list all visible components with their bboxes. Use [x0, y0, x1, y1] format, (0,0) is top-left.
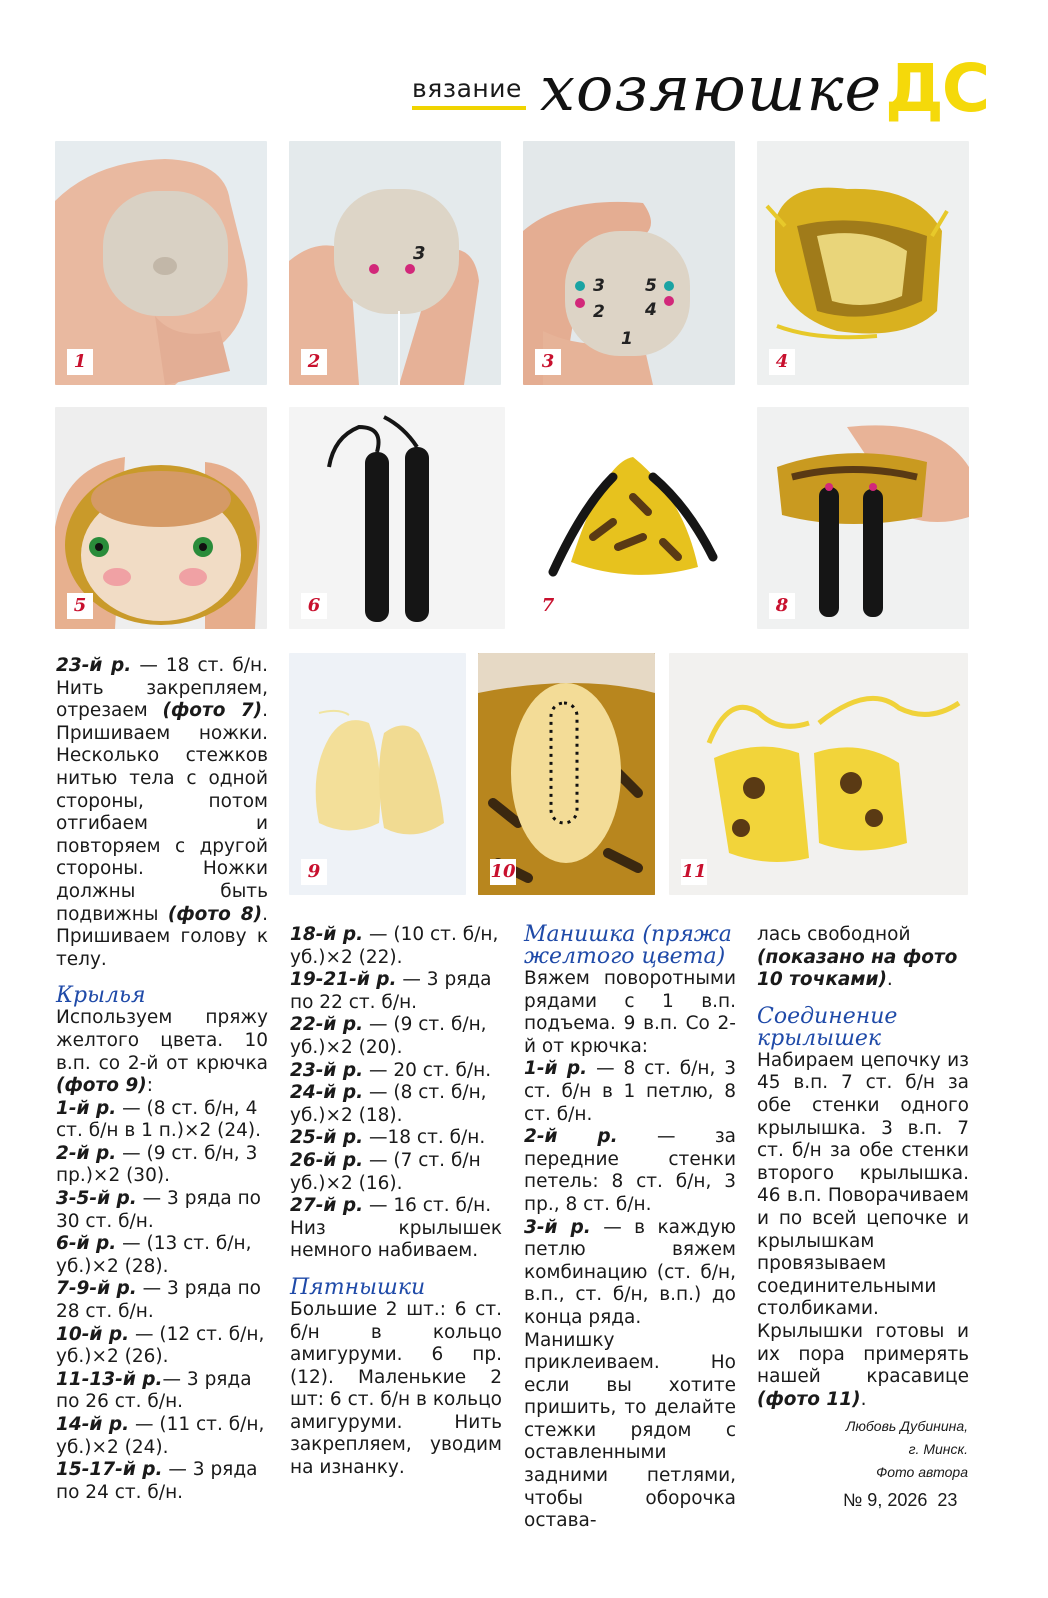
cont-end: .	[886, 969, 893, 991]
row-item	[56, 1324, 268, 1369]
row-item	[56, 1414, 268, 1459]
magazine-logo: ДС	[885, 50, 989, 127]
row-label: 3-й р.	[524, 1216, 591, 1238]
row-label: 10-й р.	[56, 1323, 130, 1345]
spots-heading: Пятнышки	[290, 1274, 426, 1300]
rubric-label: вязание	[412, 74, 522, 103]
photo-number: 2	[301, 349, 327, 375]
row-text: — (9 ст. б/н, уб.)×2 (20).	[290, 1014, 487, 1058]
photo-credit: Фото автора	[876, 1464, 968, 1480]
row-label: 22-й р.	[290, 1014, 364, 1036]
row-text: — (7 ст. б/н уб.)×2 (16).	[290, 1149, 481, 1194]
photo-3-label-1: 1	[621, 329, 633, 349]
row-text: — (8 ст. б/н, уб.)×2 (18).	[290, 1082, 487, 1126]
row-text: — (13 ст. б/н, уб.)×2 (28).	[56, 1233, 252, 1277]
joining-paragraph	[757, 1050, 969, 1412]
spots-text: Большие 2 шт.: 6 ст. б/н в кольцо амигуруми. 6 пр. (12). Маленькие 2 шт: 6 ст. б/н в кольцо амигуруми. Нить закрепляем, уводим на изнанку.	[290, 1298, 502, 1479]
row-item	[56, 1188, 268, 1233]
photo-3-label-2: 2	[593, 302, 605, 322]
shirtfront-outro: Манишку приклеиваем. Но если вы хотите пришить, то делайте стежки рядом с оставленными задними петлями, чтобы оборочка остава-	[524, 1329, 736, 1532]
wings-intro	[56, 1007, 268, 1097]
page-number: 23	[937, 1490, 958, 1510]
text-column-1	[56, 655, 268, 1504]
row-label: 2-й р.	[524, 1126, 618, 1148]
section-title: хозяюшке	[540, 52, 883, 125]
row-text: — 3 ряда по 22 ст. б/н.	[290, 969, 492, 1013]
row-item	[56, 1369, 268, 1414]
row-item	[56, 1278, 268, 1323]
row-label: 25-й р.	[290, 1127, 364, 1149]
photo-5	[55, 407, 267, 629]
row-item	[290, 1014, 502, 1059]
photo-2	[289, 141, 501, 385]
row-text: — (8 ст. б/н, 4 ст. б/н в 1 п.)×2 (24).	[56, 1097, 261, 1142]
issue-number: № 9, 2026	[843, 1490, 928, 1510]
photo-6	[289, 407, 505, 629]
photo-ref: (фото 11)	[757, 1388, 861, 1410]
photo-number: 5	[67, 593, 93, 619]
row-text: — 16 ст. б/н.	[363, 1195, 492, 1217]
row-label: 23-й р.	[290, 1059, 364, 1081]
photo-2-label: 3	[413, 243, 426, 264]
photo-9	[289, 653, 466, 895]
photo-3-label-5: 5	[645, 276, 657, 296]
row-item	[290, 1082, 502, 1127]
photo-10	[478, 653, 655, 895]
author-credit: Любовь Дубинина,	[845, 1418, 968, 1434]
photo-number: 11	[681, 859, 707, 885]
row-text: — в каждую петлю вяжем комбинацию (ст. б/н, в.п., ст. б/н, в.п.) до конца ряда.	[524, 1216, 736, 1328]
photo-ref: (показано на фото 10 точками)	[757, 946, 958, 991]
photo-ref: (фото 8)	[167, 903, 263, 925]
row-item	[56, 1098, 268, 1143]
row-item	[524, 1126, 736, 1216]
row-text: — за передние стенки петель: 8 ст. б/н, 3 пр., 8 ст. б/н.	[524, 1126, 736, 1215]
row-text: — 20 ст. б/н.	[363, 1059, 492, 1081]
row-item	[290, 1127, 502, 1150]
row-text: — (12 ст. б/н, уб.)×2 (26).	[56, 1323, 265, 1368]
row-label: 19-21-й р.	[290, 969, 397, 991]
row-item	[290, 1150, 502, 1195]
joining-heading: Соединение крылышек	[757, 1003, 898, 1051]
row-item	[56, 1233, 268, 1278]
row-label: 7-9-й р.	[56, 1278, 137, 1300]
row-label: 1-й р.	[524, 1058, 588, 1080]
row-23-paragraph	[56, 655, 268, 971]
shirtfront-heading: Манишка (пряжа желтого цвета)	[524, 922, 732, 969]
row-text: — 3 ряда по 24 ст. б/н.	[56, 1459, 258, 1503]
shirtfront-intro: Вяжем поворотными рядами с 1 в.п. подъема. 9 в.п. Со 2-й от крючка:	[524, 968, 736, 1057]
intro-end: :	[146, 1075, 153, 1097]
row-item	[290, 969, 502, 1014]
photo-number: 8	[769, 593, 795, 619]
photo-8	[757, 407, 969, 629]
photo-number: 4	[769, 349, 795, 375]
text-column-3	[524, 924, 736, 1533]
photo-number: 7	[535, 593, 561, 619]
photo-number: 10	[490, 859, 516, 885]
row-text: — 18 ст. б/н. Нить закрепляем, отрезаем	[56, 655, 268, 722]
joining-end: .	[860, 1388, 867, 1410]
photo-number: 9	[301, 859, 327, 885]
photo-7	[523, 407, 735, 629]
row-text: — 3 ряда по 30 ст. б/н.	[56, 1188, 261, 1232]
row-label: 2-й р.	[56, 1142, 117, 1164]
photo-3	[523, 141, 735, 385]
row-item	[290, 1195, 502, 1218]
city-credit: г. Минск.	[908, 1441, 968, 1457]
photo-11-image	[669, 653, 968, 895]
row-label: 23-й р.	[56, 655, 132, 676]
row-text: . Пришиваем ножки. Несколько стежков нитью тела с одной стороны, потом отгибаем и повторяем с другой стороны. Ножки должны быть подвижны	[56, 700, 268, 925]
photo-1	[55, 141, 267, 385]
row-item	[290, 1060, 502, 1083]
row-item	[524, 1217, 736, 1330]
text-column-4	[757, 924, 969, 1411]
photo-number: 1	[67, 349, 93, 375]
row-text: — 3 ряда по 28 ст. б/н.	[56, 1278, 261, 1323]
row-text: — (9 ст. б/н, 3 пр.)×2 (30).	[56, 1142, 258, 1187]
text-column-2	[290, 924, 502, 1480]
row-text: —18 ст. б/н.	[363, 1127, 486, 1149]
row-label: 6-й р.	[56, 1233, 117, 1255]
row-label: 24-й р.	[290, 1082, 364, 1104]
row-item	[56, 1143, 268, 1188]
wings-heading: Крылья	[56, 983, 146, 1009]
after-rows-text: Низ крылышек немного набиваем.	[290, 1217, 502, 1262]
intro-text: Используем пряжу желтого цвета. 10 в.п. со 2-й от крючка	[56, 1007, 268, 1074]
row-text: — 3 ряда по 26 ст. б/н.	[56, 1368, 252, 1413]
row-text: — (11 ст. б/н, уб.)×2 (24).	[56, 1414, 265, 1458]
photo-3-label-4: 4	[645, 300, 657, 320]
row-text: — 8 ст. б/н, 3 ст. б/н в 1 петлю, 8 ст. б/н.	[524, 1058, 737, 1125]
row-label: 27-й р.	[290, 1195, 364, 1217]
row-label: 11-13-й р.	[56, 1368, 163, 1390]
photo-4	[757, 141, 969, 385]
cont-text: лась свободной	[757, 924, 911, 945]
row-label: 3-5-й р.	[56, 1188, 137, 1210]
row-item	[56, 1459, 268, 1504]
row-text: — (10 ст. б/н, уб.)×2 (22).	[290, 924, 499, 968]
continuation-paragraph	[757, 924, 969, 992]
row-label: 1-й р.	[56, 1097, 117, 1119]
joining-text: Набираем цепочку из 45 в.п. 7 ст. б/н за обе стенки одного крылышка. 3 в.п. 7 ст. б/н за обе стенки второго крылышка. 46 в.п. Поворачиваем и по всей цепочке и крылышкам провязываем соединительными столбиками. Крылышки готовы и их пора примерять нашей красавице	[757, 1049, 969, 1388]
row-label: 14-й р.	[56, 1414, 130, 1435]
photo-11	[669, 653, 968, 895]
photo-ref: (фото 7)	[162, 700, 263, 722]
rubric-underline	[412, 106, 526, 110]
row-text: . Пришиваем голову к телу.	[56, 903, 268, 970]
photo-number: 3	[535, 349, 561, 375]
photo-number: 6	[301, 593, 327, 619]
photo-3-label-3: 3	[593, 276, 605, 296]
folio	[843, 1490, 957, 1511]
row-item	[290, 924, 502, 969]
row-label: 26-й р.	[290, 1149, 364, 1171]
photo-ref: (фото 9)	[56, 1075, 147, 1097]
row-label: 15-17-й р.	[56, 1459, 163, 1481]
row-label: 18-й р.	[290, 924, 364, 945]
row-item	[524, 1058, 736, 1126]
